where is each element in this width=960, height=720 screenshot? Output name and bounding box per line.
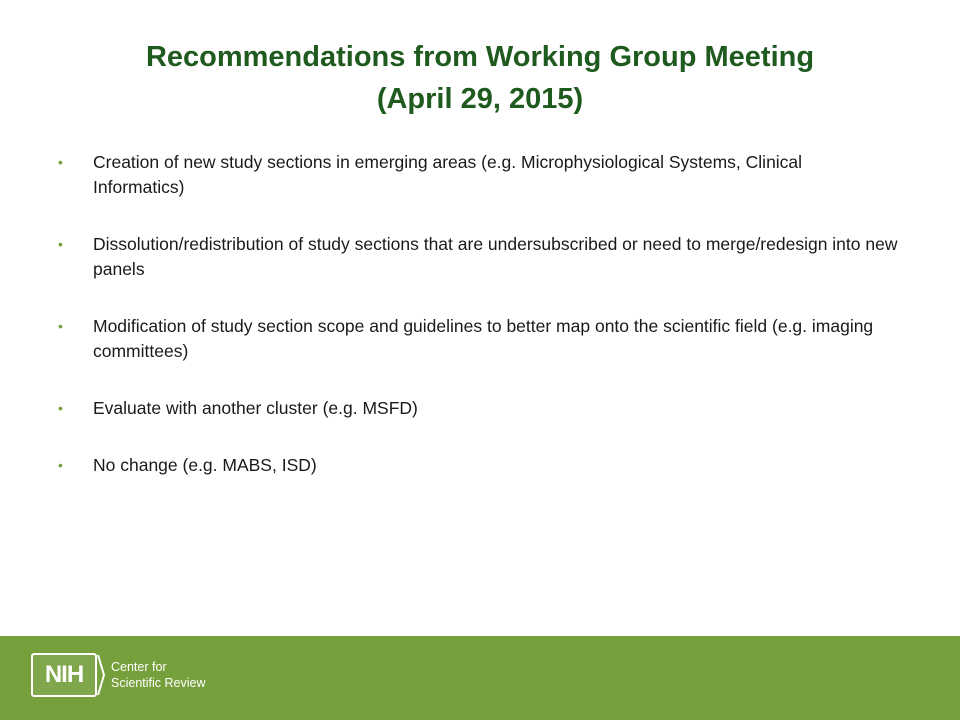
- bullet-list: [58, 150, 898, 510]
- slide-title-line-2: (April 29, 2015): [376, 83, 584, 115]
- bullet-text: Creation of new study sections in emerging areas (e.g. Microphysiological Systems, Clinical Informatics): [93, 152, 803, 197]
- bullet-item: [58, 453, 898, 478]
- bullet-dot-icon: •: [58, 154, 63, 170]
- bullet-dot-icon: •: [58, 457, 63, 473]
- bullet-dot-icon: •: [58, 236, 63, 252]
- footer-bar: [0, 636, 960, 720]
- org-name-line-1: Center for: [111, 660, 167, 674]
- org-name: [111, 659, 205, 691]
- nih-csr-logo: [31, 653, 205, 697]
- bullet-item: [58, 150, 898, 200]
- bullet-item: [58, 396, 898, 421]
- slide-title-line-1: Recommendations from Working Group Meeting: [145, 41, 815, 73]
- logo-chevron-icon: [97, 653, 105, 697]
- bullet-text: Dissolution/redistribution of study sections that are undersubscribed or need to merge/redesign into new panels: [93, 234, 898, 279]
- bullet-dot-icon: •: [58, 318, 63, 334]
- slide-title: [40, 36, 920, 120]
- bullet-text: Evaluate with another cluster (e.g. MSFD): [93, 398, 418, 418]
- nih-logo-icon: NIH: [31, 653, 97, 697]
- bullet-text: Modification of study section scope and guidelines to better map onto the scientific field (e.g. imaging committees): [93, 316, 874, 361]
- bullet-item: [58, 314, 898, 364]
- bullet-text: No change (e.g. MABS, ISD): [93, 455, 317, 475]
- bullet-item: [58, 232, 898, 282]
- bullet-dot-icon: •: [58, 400, 63, 416]
- org-name-line-2: Scientific Review: [111, 676, 206, 690]
